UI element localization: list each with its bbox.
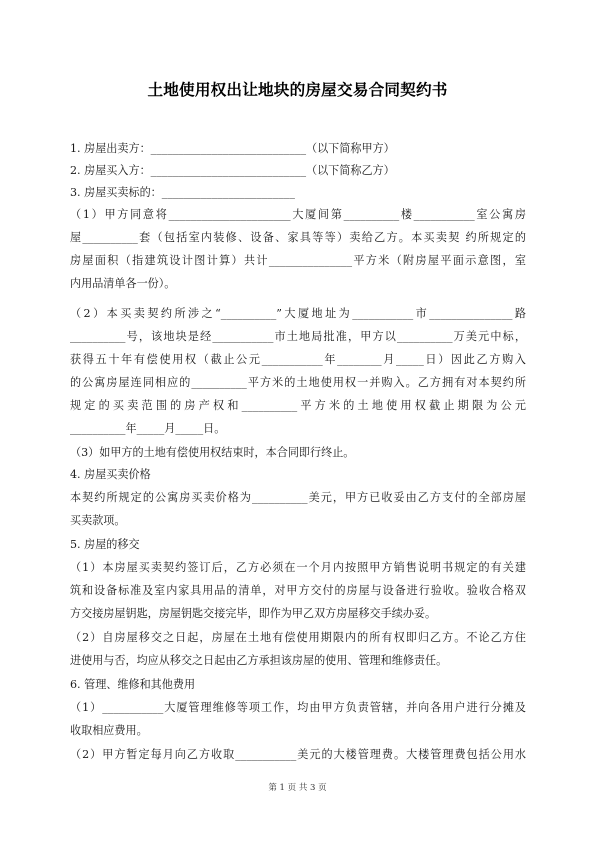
- contract-line: （3）如甲方的土地有偿使用权结束时，本合同即行终止。: [70, 446, 355, 459]
- contract-line: 进使用与否，均应从移交之日起由乙方承担该房屋的使用、管理和维修责任。: [70, 654, 448, 667]
- contract-line: 3. 房屋买卖标的：________________________: [70, 186, 295, 199]
- contract-line: 1. 房屋出卖方：____________________________（以下简称甲方）: [70, 142, 395, 155]
- contract-line: 房屋面积（指建筑设计图计算）共计_______________平方米（附房屋平面示意图，室: [70, 254, 526, 267]
- contract-line: 获得五十年有偿使用权（截止公元___________年________月_____日）因此乙方购入: [70, 353, 526, 366]
- contract-line: 买卖款项。: [70, 514, 126, 527]
- contract-line: 6. 管理、维修和其他费用: [70, 678, 196, 691]
- contract-line: __________号，该地块是经___________市土地局批准，甲方以__________万美元中标，: [70, 330, 526, 343]
- contract-line: （2）本买卖契约所涉之“__________”大厦地址为___________市_______________路: [70, 307, 526, 320]
- contract-line: 屋__________套（包括室内装修、设备、家具等等）卖给乙方。本买卖契 约所规定的: [70, 231, 526, 244]
- contract-line: （2）甲方暂定每月向乙方收取___________美元的大楼管理费。大楼管理费包括公用水: [70, 748, 526, 761]
- contract-line: 筑和设备标准及室内家具用品的清单，对甲方交付的房屋与设备进行验收。验收合格双: [70, 584, 526, 597]
- contract-line: 5. 房屋的移交: [70, 538, 140, 551]
- contract-line: （1）___________大厦管理维修等项工作，均由甲方负责管辖，并向各用户进行分摊及: [70, 701, 526, 714]
- contract-line: 方交接房屋钥匙，房屋钥匙交接完毕，即作为甲乙双方房屋移交手续办妥。: [70, 607, 437, 620]
- page-number: 第 1 页 共 3 页: [268, 783, 327, 793]
- contract-line: 本契约所规定的公寓房买卖价格为__________美元，甲方已收妥由乙方支付的全部房屋: [70, 491, 526, 504]
- contract-line: 4. 房屋买卖价格: [70, 468, 151, 481]
- contract-line: 规定的买卖范围的房产权和__________平方米的土地使用权截止期限为公元: [70, 399, 526, 412]
- contract-line: （1）甲方同意将______________________大厦间第__________楼___________室公寓房: [70, 208, 526, 221]
- document-title: 土地使用权出让地块的房屋交易合同契约书: [147, 81, 448, 99]
- contract-line: 内用品清单各一份）。: [70, 277, 176, 290]
- contract-line: 收取相应费用。: [70, 724, 148, 737]
- contract-line: （1）本房屋买卖契约签订后，乙方必须在一个月内按照甲方销售说明书规定的有关建: [70, 561, 526, 574]
- contract-line: 2. 房屋买入方：____________________________（以下简称乙方）: [70, 164, 395, 177]
- contract-line: 的公寓房屋连同相应的__________平方米的土地使用权一并购入。乙方拥有对本契约所: [70, 376, 526, 389]
- contract-line: __________年_____月_____日。: [70, 422, 226, 435]
- contract-line: （2）自房屋移交之日起，房屋在土地有偿使用期限内的所有权即归乙方。不论乙方住: [70, 631, 526, 644]
